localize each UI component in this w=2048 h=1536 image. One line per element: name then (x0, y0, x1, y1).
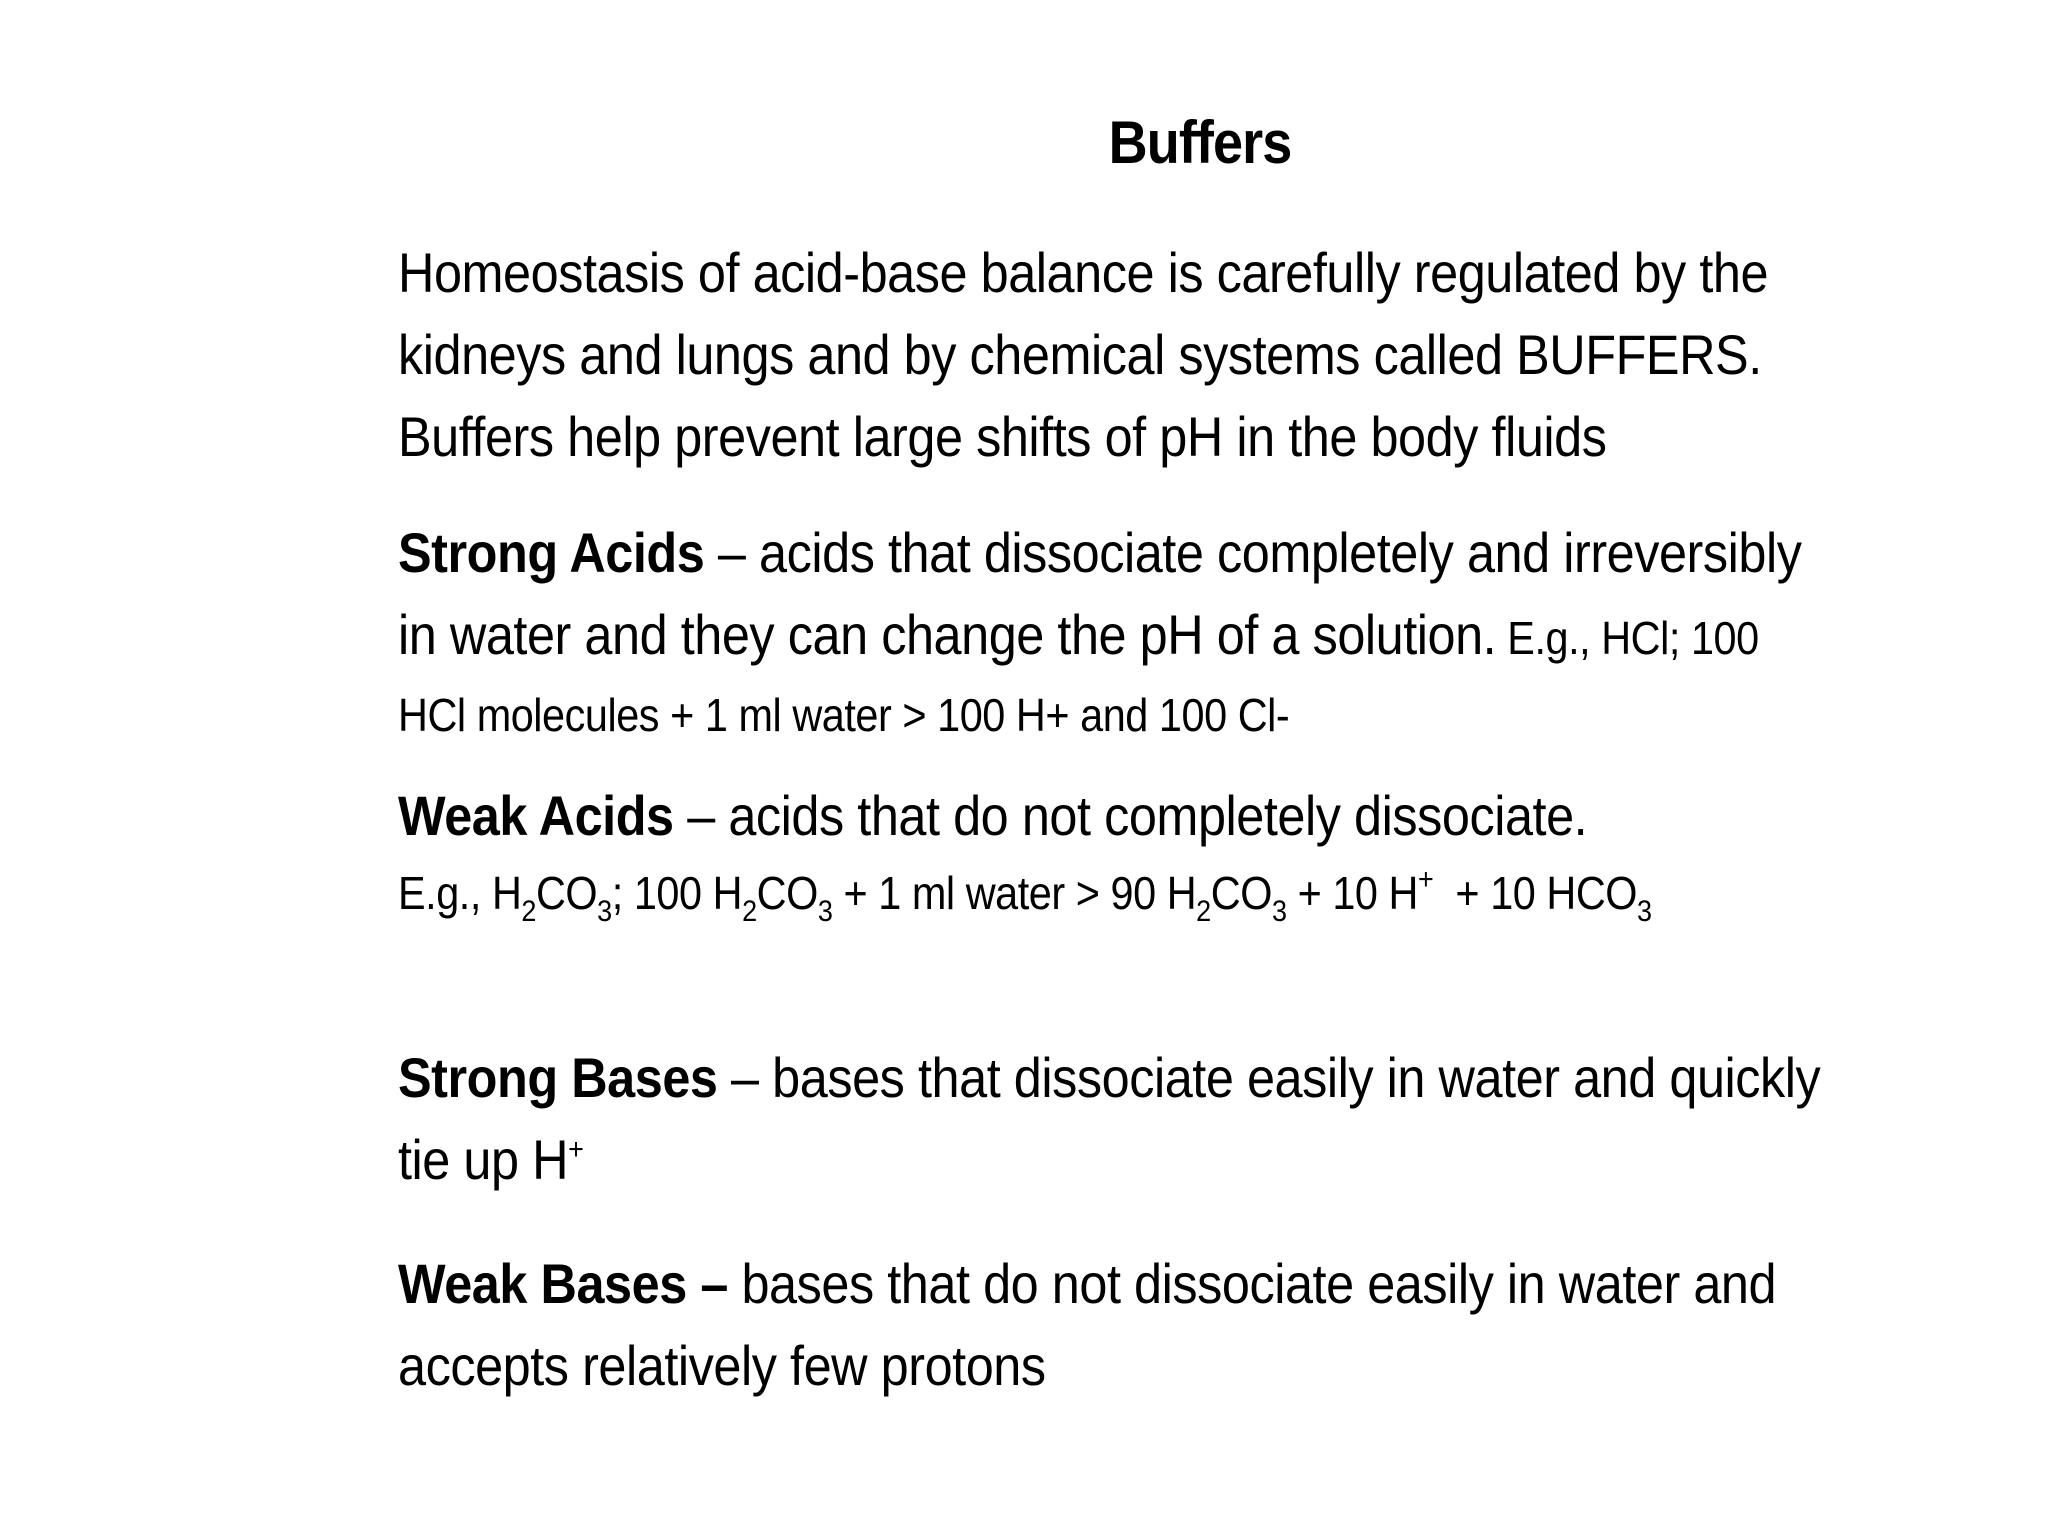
weak-acids-line-1 (398, 775, 1838, 857)
formula-sub-6: 3 (1271, 895, 1287, 928)
intro-line-1: Homeostasis of acid-base balance is carefully regulated by the (398, 241, 1769, 304)
weak-bases-definition-start: bases that do not dissociate easily in water and (727, 1252, 1777, 1315)
formula-sup-1: + (1417, 863, 1434, 896)
strong-acids-definition-end: in water and they can change the pH of a solution. (398, 603, 1497, 666)
formula-part-8: + 10 HCO (1433, 867, 1638, 919)
strong-bases-term: Strong Bases (398, 1046, 718, 1109)
strong-acids-example-end: HCl molecules + 1 ml water > 100 H+ and 100 Cl- (398, 689, 1290, 741)
formula-sub-4: 3 (817, 895, 833, 928)
formula-part-4: CO (756, 867, 818, 919)
formula-sub-5: 2 (1196, 895, 1211, 928)
strong-bases-line-2 (398, 1119, 1838, 1201)
strong-bases-definition-start: – bases that dissociate easily in water and quickly (717, 1046, 1821, 1109)
slide-content (398, 232, 1838, 1407)
weak-bases-paragraph (398, 1243, 1838, 1407)
formula-part-3: ; 100 H (611, 867, 743, 919)
strong-acids-line-2 (398, 594, 1838, 679)
strong-bases-line-1 (398, 1037, 1838, 1119)
weak-bases-term: Weak Bases – (398, 1252, 728, 1315)
strong-acids-paragraph (398, 512, 1838, 751)
strong-bases-paragraph (398, 1037, 1838, 1201)
formula-sub-7: 3 (1637, 895, 1652, 928)
formula-sub-2: 3 (597, 895, 612, 928)
intro-paragraph (398, 232, 1838, 478)
strong-acids-example-start: E.g., HCl; 100 (1496, 612, 1759, 664)
strong-acids-term: Strong Acids (398, 521, 705, 584)
formula-part-2: CO (535, 867, 598, 919)
formula-part-6: CO (1210, 867, 1272, 919)
strong-acids-line-1 (398, 512, 1838, 594)
strong-acids-definition-start: – acids that dissociate completely and irreversibly (704, 521, 1802, 584)
weak-acids-definition: – acids that do not completely dissociate. (673, 784, 1588, 847)
weak-acids-paragraph (398, 775, 1838, 929)
strong-bases-definition-end: tie up H (398, 1128, 569, 1191)
weak-acids-term: Weak Acids (398, 784, 674, 847)
formula-part-1: E.g., H (398, 867, 522, 919)
intro-line-2: kidneys and lungs and by chemical systems called BUFFERS. (398, 323, 1762, 386)
formula-sub-1: 2 (521, 895, 536, 928)
weak-bases-line-2: accepts relatively few protons (398, 1334, 1046, 1397)
formula-part-7: + 10 H (1286, 867, 1418, 919)
strong-bases-sup: + (568, 1133, 584, 1166)
intro-line-3: Buffers help prevent large shifts of pH in the body fluids (398, 405, 1607, 468)
weak-bases-line-1 (398, 1243, 1838, 1325)
formula-part-5: + 1 ml water > 90 H (832, 867, 1197, 919)
formula-sub-3: 2 (742, 895, 757, 928)
weak-acids-formula (398, 857, 1838, 929)
slide-title: Buffers (1108, 109, 1292, 176)
